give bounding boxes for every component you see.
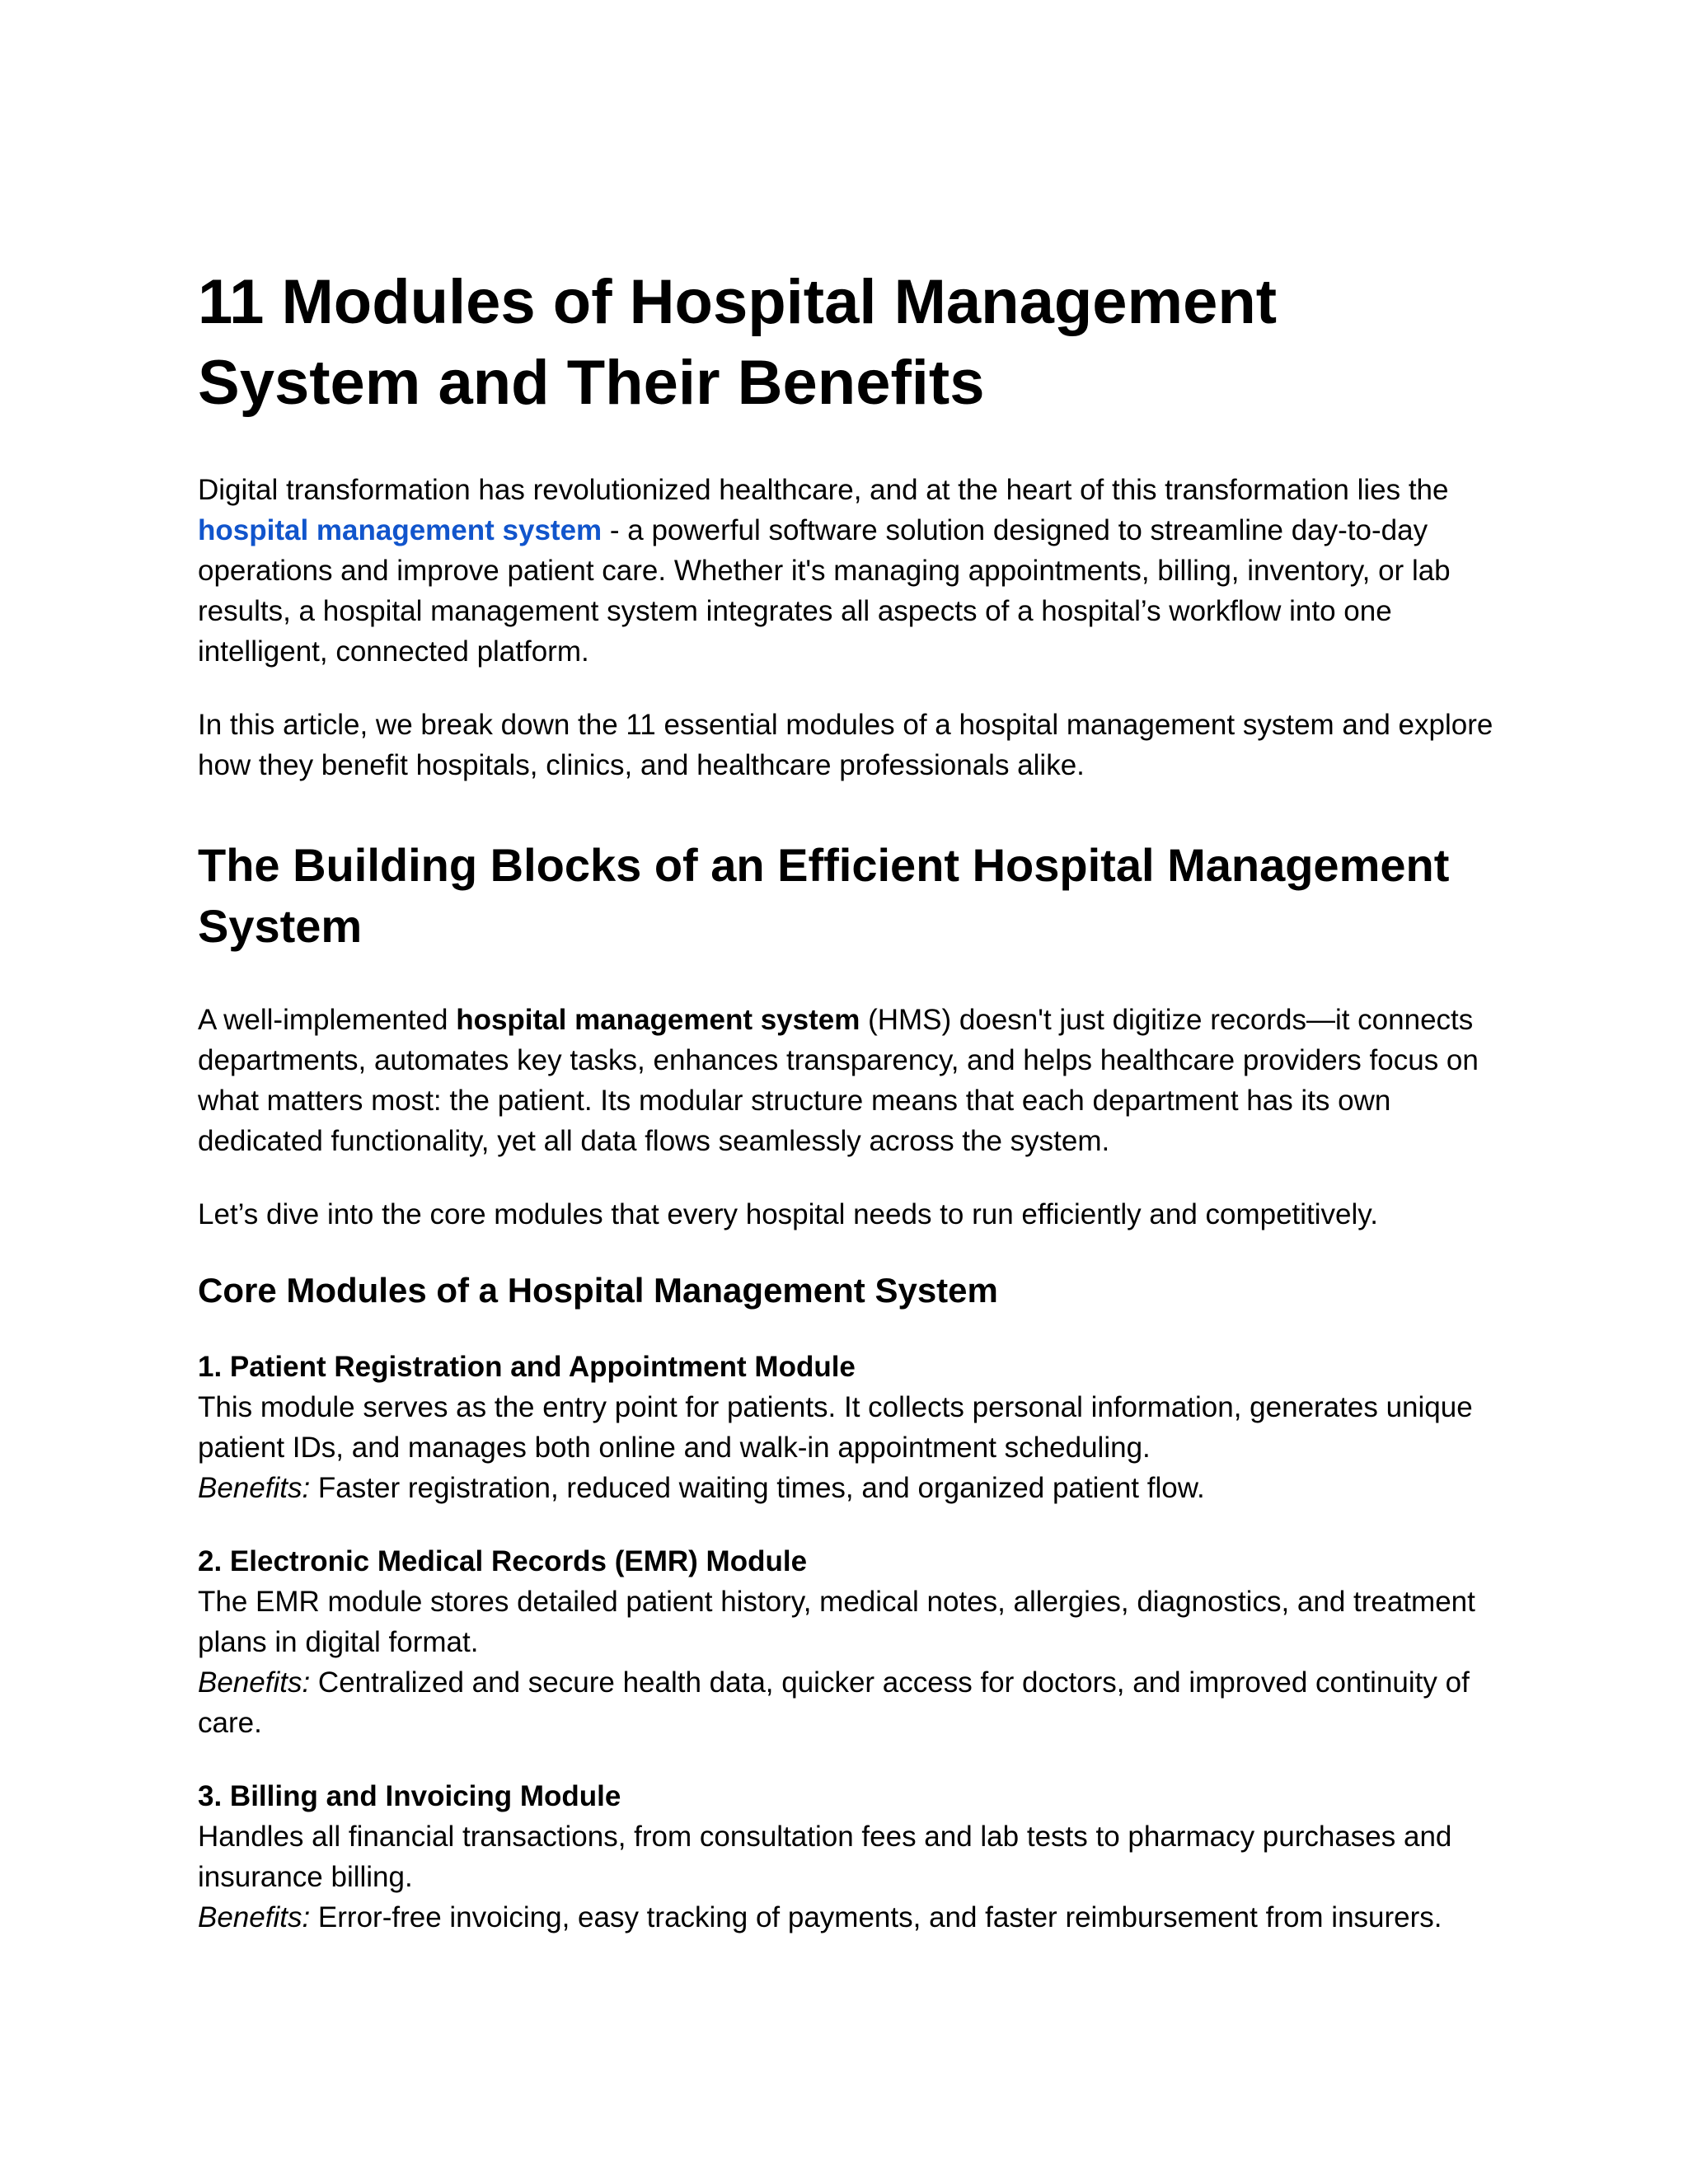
building-blocks-text-before-bold: A well-implemented <box>198 1004 457 1036</box>
building-blocks-paragraph-1 <box>198 1000 1500 1161</box>
module-title: 3. Billing and Invoicing Module <box>198 1780 621 1812</box>
benefits-label: Benefits: <box>198 1472 311 1504</box>
module-title: 2. Electronic Medical Records (EMR) Module <box>198 1545 808 1577</box>
benefits-label: Benefits: <box>198 1901 311 1933</box>
section-spacer <box>198 818 1500 835</box>
intro-text-after-link: - a powerful software solution designed to streamline day-to-day operations and improve patient care. Whether it's managing appointments, billing, inventory, or lab results, a hospital management system integrates all aspects of a hospital’s workflow into one intelligent, connected platform. <box>198 514 1451 668</box>
module-item <box>198 1541 1500 1743</box>
hospital-management-system-link[interactable]: hospital management system <box>198 514 603 546</box>
module-benefits: Faster registration, reduced waiting times, and organized patient flow. <box>310 1472 1205 1504</box>
module-description: Handles all financial transactions, from consultation fees and lab tests to pharmacy purchases and insurance billing. <box>198 1821 1452 1893</box>
module-benefits: Error-free invoicing, easy tracking of payments, and faster reimbursement from insurers. <box>310 1901 1442 1933</box>
module-item <box>198 1776 1500 1938</box>
module-description: The EMR module stores detailed patient history, medical notes, allergies, diagnostics, and treatment plans in digital format. <box>198 1586 1475 1658</box>
intro-text-before-link: Digital transformation has revolutionized healthcare, and at the heart of this transformation lies the <box>198 474 1449 506</box>
building-blocks-text-after-bold: (HMS) doesn't just digitize records—it connects departments, automates key tasks, enhances transparency, and helps healthcare providers focus on what matters most: the patient. Its modular structure means that each department has its own dedicated functionality, yet all data flows seamlessly across the system. <box>198 1004 1479 1157</box>
module-description: This module serves as the entry point for patients. It collects personal information, generates unique patient IDs, and manages both online and walk-in appointment scheduling. <box>198 1391 1473 1464</box>
document-page <box>198 262 1500 1971</box>
intro-paragraph-2: In this article, we break down the 11 essential modules of a hospital management system and explore how they benefit hospitals, clinics, and healthcare professionals alike. <box>198 709 1493 781</box>
module-title: 1. Patient Registration and Appointment Module <box>198 1351 856 1383</box>
module-benefits: Centralized and secure health data, quicker access for doctors, and improved continuity of care. <box>198 1666 1470 1739</box>
section-heading-building-blocks: The Building Blocks of an Efficient Hospital Management System <box>198 839 1450 952</box>
building-blocks-paragraph-2: Let’s dive into the core modules that every hospital needs to run efficiently and competitively. <box>198 1198 1378 1230</box>
section-heading-core-modules: Core Modules of a Hospital Management System <box>198 1271 998 1310</box>
document-title: 11 Modules of Hospital Management System and Their Benefits <box>198 267 1278 418</box>
benefits-label: Benefits: <box>198 1666 311 1699</box>
hms-bold-term: hospital management system <box>456 1004 860 1036</box>
intro-paragraph-1 <box>198 470 1500 672</box>
module-item <box>198 1347 1500 1508</box>
